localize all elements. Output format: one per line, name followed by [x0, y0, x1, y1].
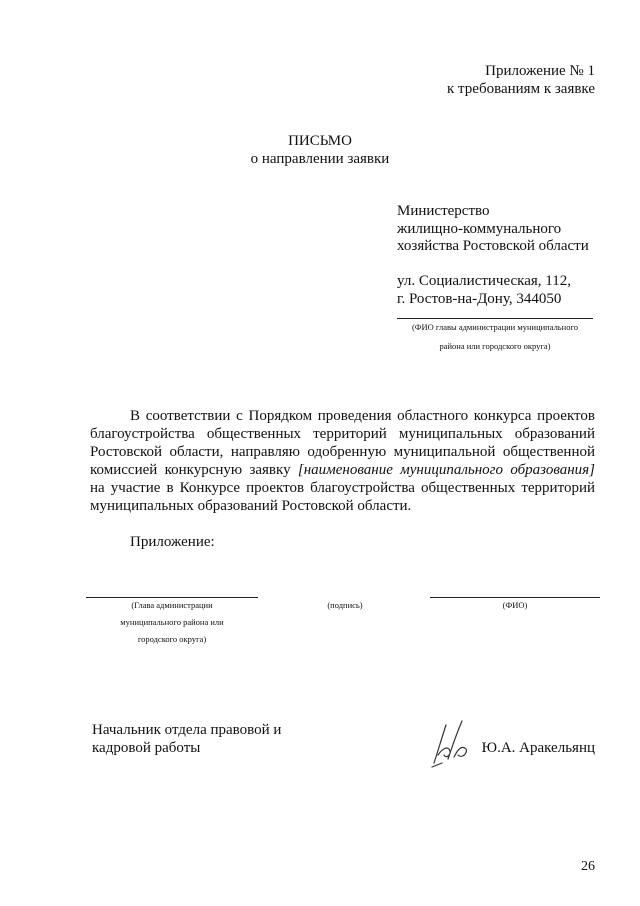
signature-caption: (подпись) — [327, 600, 363, 610]
fio-line — [430, 597, 600, 598]
body-text-part-1: В соответствии с Порядком проведения областного конкурса проектов благоустройства общественных территорий муниципальных образований Ростовской области, направляю одобренную муниципальной общественной комиссией конкурсную заявку — [90, 408, 595, 478]
appendix-label: Приложение: — [130, 534, 215, 550]
body-paragraph — [90, 407, 595, 515]
letter-title: ПИСЬМО — [288, 133, 352, 149]
handwritten-signature — [428, 715, 474, 769]
fio-caption: (ФИО) — [502, 600, 528, 610]
addressee-line-2: жилищно-коммунального — [397, 221, 562, 237]
addressee-line-1: Министерство — [397, 203, 490, 219]
body-text-part-2: на участие в Конкурсе проектов благоустройства общественных территорий муниципальных образований Ростовской области. — [90, 480, 595, 514]
page-number: 26 — [581, 859, 595, 874]
letter-body — [90, 407, 595, 515]
addressee-address-1: ул. Социалистическая, 112, — [397, 273, 571, 289]
official-name: Ю.А. Аракельянц — [481, 740, 595, 756]
annex-title: Приложение № 1 — [485, 63, 595, 79]
official-position-1: Начальник отдела правовой и — [92, 722, 282, 738]
annex-subtitle: к требованиям к заявке — [447, 81, 595, 97]
head-caption-2: района или городского округа) — [439, 341, 551, 351]
official-position-2: кадровой работы — [92, 740, 201, 756]
addressee-address-2: г. Ростов-на-Дону, 344050 — [397, 291, 562, 307]
municipality-placeholder: [наименование муниципального образования] — [297, 462, 595, 478]
head-caption-1: (ФИО главы администрации муниципального — [411, 322, 579, 332]
addressee-line-3: хозяйства Ростовской области — [397, 238, 589, 254]
head-caption-left-3: городского округа) — [137, 634, 207, 644]
head-caption-left-2: муниципального района или — [120, 617, 224, 627]
letter-subtitle: о направлении заявки — [250, 151, 390, 167]
head-caption-left-1: (Глава администрации — [131, 600, 213, 610]
head-name-line — [397, 318, 593, 319]
head-signature-line — [86, 597, 258, 598]
